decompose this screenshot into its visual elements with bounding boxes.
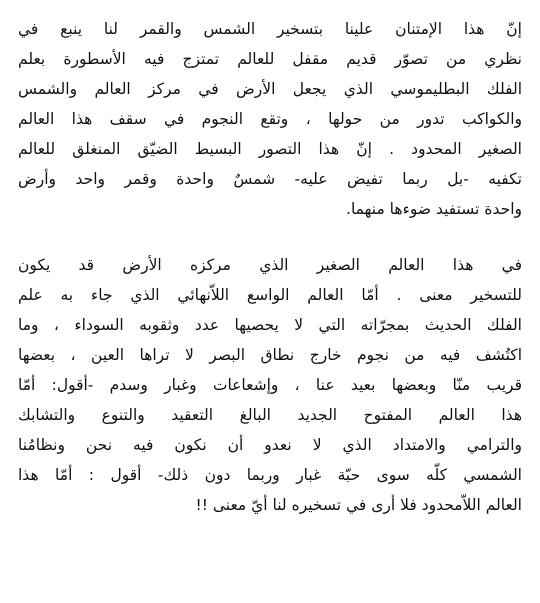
text-line: إنّ هذا الإمتنان علينا بتسخير الشمس والقمر لنا ينبع في: [18, 20, 522, 38]
text-line: اكتُشف فيه من نجوم خارج نطاق البصر لا تراها العين ، بعضها: [18, 346, 522, 364]
text-line: والترامي والامتداد الذي لا نعدو أن نكون فيه نحن ونظامُنا: [18, 436, 522, 454]
text-line: العالم اللاّمحدود فلا أرى في تسخيره لنا أيّ معنى !!: [195, 496, 522, 514]
paragraph-2: [18, 250, 522, 520]
text-line: تكفيه -بل ربما تفيض عليه- شمسٌ واحدة وقمر واحد وأرض: [18, 170, 522, 188]
text-line: الفلك البطليموسي الذي يجعل الأرض في مركز العالم والشمس: [18, 80, 522, 98]
text-line: في هذا العالم الصغير الذي مركزه الأرض قد يكون: [18, 256, 522, 274]
text-line: للتسخير معنى . أمّا العالم الواسع اللاّنهائي الذي جاء به علم: [18, 286, 522, 304]
paragraph-1: [18, 14, 522, 224]
text-line: هذا العالم المفتوح الجديد البالغ التعقيد والتنوع والتشابك: [18, 406, 522, 424]
text-line: واحدة تستفيد ضوءها منهما.: [346, 200, 522, 218]
text-line: والكواكب تدور من حولها ، وتقع النجوم في سقف هذا العالم: [18, 110, 522, 128]
text-line: نظري من تصوّر قديم مقفل للعالم تمتزج فيه الأسطورة بعلم: [18, 50, 522, 68]
text-line: قريب منّا وبعضها بعيد عنا ، وإشعاعات وغبار وسدم -أقول: أمّا: [18, 376, 522, 394]
text-line: الشمسي كلّه سوى حبّة غبار وربما دون ذلك- أقول : أمّا هذا: [18, 466, 522, 484]
document-page: [18, 14, 522, 594]
text-line: الصغير المحدود . إنّ هذا التصور البسيط الضيّق المنغلق للعالم: [18, 140, 522, 158]
text-line: الفلك الحديث بمجرّاته التي لا يحصيها عدد وثقوبه السوداء ، وما: [18, 316, 522, 334]
